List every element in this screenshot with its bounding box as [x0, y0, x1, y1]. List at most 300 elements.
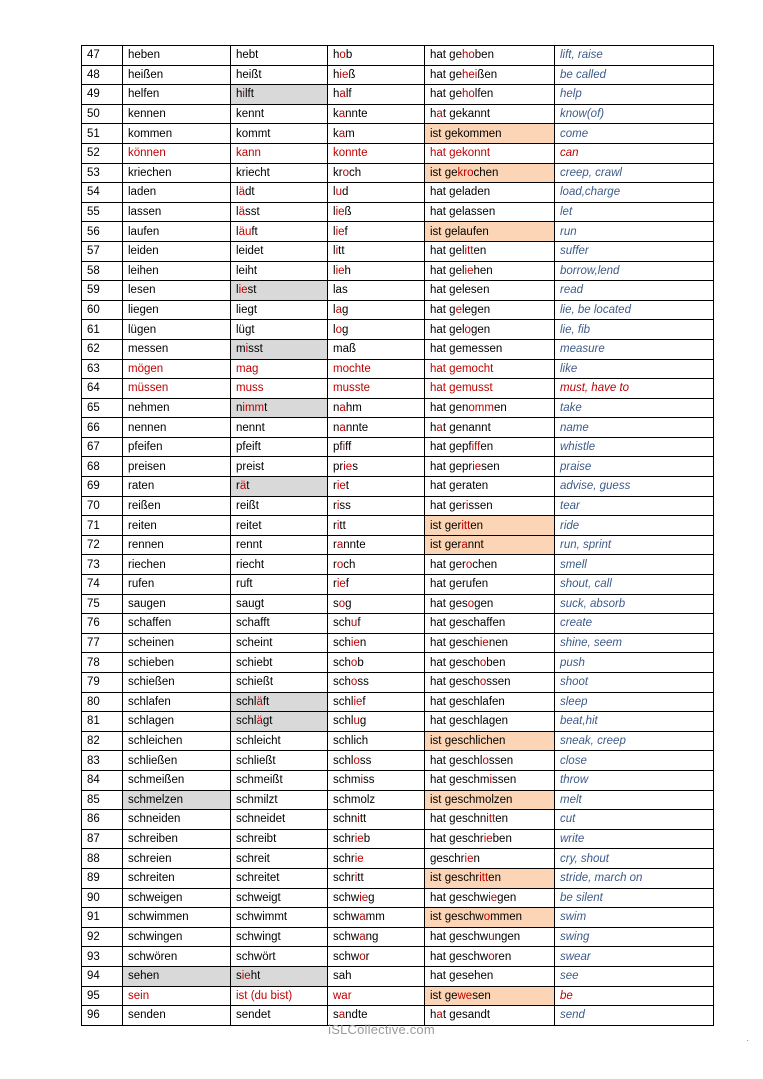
cell-preterite: schlug — [328, 712, 425, 732]
table-row — [82, 535, 714, 555]
cell-preterite: schwamm — [328, 908, 425, 928]
cell-infinitive: kommen — [123, 124, 231, 144]
cell-infinitive: lassen — [123, 202, 231, 222]
cell-perfect: hat gesogen — [425, 594, 555, 614]
table-row — [82, 143, 714, 163]
cell-preterite: schob — [328, 653, 425, 673]
cell-perfect: hat gepriesen — [425, 457, 555, 477]
cell-number: 86 — [82, 810, 123, 830]
table-row — [82, 65, 714, 85]
cell-meaning: throw — [555, 770, 714, 790]
cell-present: schließt — [231, 751, 328, 771]
cell-number: 52 — [82, 143, 123, 163]
table-row — [82, 320, 714, 340]
cell-perfect: hat gelesen — [425, 281, 555, 301]
table-row — [82, 633, 714, 653]
cell-preterite: ritt — [328, 516, 425, 536]
cell-meaning: see — [555, 966, 714, 986]
cell-infinitive: messen — [123, 339, 231, 359]
cell-preterite: schwieg — [328, 888, 425, 908]
cell-meaning: creep, crawl — [555, 163, 714, 183]
cell-meaning: tear — [555, 496, 714, 516]
cell-present: liegt — [231, 300, 328, 320]
cell-perfect: hat geschaffen — [425, 614, 555, 634]
cell-perfect: ist gekommen — [425, 124, 555, 144]
cell-meaning: measure — [555, 339, 714, 359]
cell-preterite: rief — [328, 575, 425, 595]
cell-meaning: come — [555, 124, 714, 144]
cell-number: 47 — [82, 46, 123, 66]
cell-present: schreibt — [231, 829, 328, 849]
table-row — [82, 594, 714, 614]
cell-preterite: schrie — [328, 849, 425, 869]
cell-preterite: konnte — [328, 143, 425, 163]
table-row — [82, 398, 714, 418]
cell-present: muss — [231, 379, 328, 399]
cell-preterite: pries — [328, 457, 425, 477]
cell-present: reitet — [231, 516, 328, 536]
table-row — [82, 124, 714, 144]
cell-number: 50 — [82, 104, 123, 124]
cell-infinitive: leihen — [123, 261, 231, 281]
cell-number: 70 — [82, 496, 123, 516]
table-row — [82, 908, 714, 928]
cell-present: saugt — [231, 594, 328, 614]
cell-perfect: hat gekannt — [425, 104, 555, 124]
cell-perfect: hat geladen — [425, 183, 555, 203]
cell-infinitive: rennen — [123, 535, 231, 555]
cell-preterite: schlich — [328, 731, 425, 751]
cell-number: 90 — [82, 888, 123, 908]
cell-preterite: hob — [328, 46, 425, 66]
table-row — [82, 379, 714, 399]
cell-perfect: hat gepfiffen — [425, 437, 555, 457]
cell-number: 59 — [82, 281, 123, 301]
cell-meaning: smell — [555, 555, 714, 575]
cell-infinitive: riechen — [123, 555, 231, 575]
cell-present: nimmt — [231, 398, 328, 418]
cell-perfect: ist geschwommen — [425, 908, 555, 928]
cell-preterite: schlief — [328, 692, 425, 712]
cell-meaning: beat,hit — [555, 712, 714, 732]
cell-perfect: hat geheißen — [425, 65, 555, 85]
cell-present: liest — [231, 281, 328, 301]
cell-infinitive: nehmen — [123, 398, 231, 418]
cell-present: kennt — [231, 104, 328, 124]
cell-number: 66 — [82, 418, 123, 438]
cell-preterite: kroch — [328, 163, 425, 183]
table-row — [82, 575, 714, 595]
cell-infinitive: raten — [123, 477, 231, 497]
cell-meaning: cry, shout — [555, 849, 714, 869]
cell-present: sieht — [231, 966, 328, 986]
cell-meaning: create — [555, 614, 714, 634]
cell-preterite: schrieb — [328, 829, 425, 849]
cell-meaning: shine, seem — [555, 633, 714, 653]
cell-perfect: hat gesandt — [425, 1006, 555, 1026]
table-row — [82, 261, 714, 281]
cell-meaning: suffer — [555, 241, 714, 261]
cell-preterite: schwor — [328, 947, 425, 967]
cell-number: 84 — [82, 770, 123, 790]
cell-meaning: be called — [555, 65, 714, 85]
cell-infinitive: laufen — [123, 222, 231, 242]
cell-number: 83 — [82, 751, 123, 771]
cell-number: 88 — [82, 849, 123, 869]
table-row — [82, 339, 714, 359]
cell-number: 57 — [82, 241, 123, 261]
cell-number: 72 — [82, 535, 123, 555]
cell-present: lügt — [231, 320, 328, 340]
cell-meaning: be silent — [555, 888, 714, 908]
cell-infinitive: kennen — [123, 104, 231, 124]
cell-meaning: shout, call — [555, 575, 714, 595]
cell-infinitive: schneiden — [123, 810, 231, 830]
cell-number: 77 — [82, 633, 123, 653]
cell-present: kriecht — [231, 163, 328, 183]
table-row — [82, 202, 714, 222]
irregular-verbs-table — [81, 45, 714, 1026]
table-row — [82, 849, 714, 869]
cell-number: 79 — [82, 673, 123, 693]
cell-infinitive: helfen — [123, 85, 231, 105]
cell-meaning: praise — [555, 457, 714, 477]
cell-number: 80 — [82, 692, 123, 712]
watermark: iSLCollective.com — [328, 1022, 435, 1037]
cell-present: leiht — [231, 261, 328, 281]
cell-meaning: swear — [555, 947, 714, 967]
table-row — [82, 300, 714, 320]
table-row — [82, 183, 714, 203]
cell-perfect: ist gekrochen — [425, 163, 555, 183]
cell-present: schreitet — [231, 868, 328, 888]
cell-preterite: pfiff — [328, 437, 425, 457]
cell-preterite: schloss — [328, 751, 425, 771]
cell-perfect: hat geschworen — [425, 947, 555, 967]
cell-perfect: hat gemessen — [425, 339, 555, 359]
table-row — [82, 868, 714, 888]
table-row — [82, 85, 714, 105]
table-row — [82, 477, 714, 497]
cell-meaning: shoot — [555, 673, 714, 693]
cell-perfect: ist geritten — [425, 516, 555, 536]
table-row — [82, 986, 714, 1006]
cell-infinitive: schweigen — [123, 888, 231, 908]
table-body — [82, 46, 714, 1026]
cell-infinitive: schleichen — [123, 731, 231, 751]
table-row — [82, 163, 714, 183]
cell-present: nennt — [231, 418, 328, 438]
cell-perfect: hat geholfen — [425, 85, 555, 105]
cell-infinitive: schmeißen — [123, 770, 231, 790]
cell-preterite: kannte — [328, 104, 425, 124]
cell-infinitive: müssen — [123, 379, 231, 399]
cell-infinitive: senden — [123, 1006, 231, 1026]
cell-present: lädt — [231, 183, 328, 203]
cell-present: hilft — [231, 85, 328, 105]
cell-meaning: name — [555, 418, 714, 438]
cell-infinitive: reißen — [123, 496, 231, 516]
cell-preterite: las — [328, 281, 425, 301]
cell-present: schwört — [231, 947, 328, 967]
cell-perfect: hat gerochen — [425, 555, 555, 575]
table-row — [82, 751, 714, 771]
cell-infinitive: können — [123, 143, 231, 163]
cell-number: 96 — [82, 1006, 123, 1026]
cell-preterite: schmolz — [328, 790, 425, 810]
cell-present: schleicht — [231, 731, 328, 751]
cell-infinitive: schwimmen — [123, 908, 231, 928]
cell-meaning: let — [555, 202, 714, 222]
cell-perfect: hat gelegen — [425, 300, 555, 320]
cell-infinitive: scheinen — [123, 633, 231, 653]
cell-meaning: push — [555, 653, 714, 673]
cell-meaning: load,charge — [555, 183, 714, 203]
cell-number: 68 — [82, 457, 123, 477]
cell-present: misst — [231, 339, 328, 359]
cell-meaning: swim — [555, 908, 714, 928]
cell-meaning: run — [555, 222, 714, 242]
cell-preterite: half — [328, 85, 425, 105]
cell-infinitive: schießen — [123, 673, 231, 693]
cell-preterite: mochte — [328, 359, 425, 379]
table-row — [82, 653, 714, 673]
cell-preterite: nannte — [328, 418, 425, 438]
cell-present: schwingt — [231, 927, 328, 947]
cell-preterite: hieß — [328, 65, 425, 85]
table-row — [82, 46, 714, 66]
table-row — [82, 790, 714, 810]
cell-perfect: hat geschmissen — [425, 770, 555, 790]
cell-preterite: sah — [328, 966, 425, 986]
table-row — [82, 712, 714, 732]
cell-present: rät — [231, 477, 328, 497]
cell-number: 91 — [82, 908, 123, 928]
cell-present: ist (du bist) — [231, 986, 328, 1006]
cell-preterite: kam — [328, 124, 425, 144]
cell-perfect: hat gemusst — [425, 379, 555, 399]
cell-meaning: send — [555, 1006, 714, 1026]
cell-number: 64 — [82, 379, 123, 399]
cell-present: rennt — [231, 535, 328, 555]
cell-present: schreit — [231, 849, 328, 869]
cell-infinitive: schmelzen — [123, 790, 231, 810]
cell-preterite: lieh — [328, 261, 425, 281]
cell-perfect: hat geschwungen — [425, 927, 555, 947]
cell-preterite: sandte — [328, 1006, 425, 1026]
table-row — [82, 457, 714, 477]
cell-number: 58 — [82, 261, 123, 281]
cell-present: schmeißt — [231, 770, 328, 790]
table-row — [82, 731, 714, 751]
cell-infinitive: schreien — [123, 849, 231, 869]
cell-perfect: hat genommen — [425, 398, 555, 418]
table-row — [82, 947, 714, 967]
cell-meaning: whistle — [555, 437, 714, 457]
cell-meaning: be — [555, 986, 714, 1006]
table-row — [82, 770, 714, 790]
cell-perfect: hat gelogen — [425, 320, 555, 340]
cell-present: schiebt — [231, 653, 328, 673]
table-row — [82, 927, 714, 947]
cell-perfect: hat geliehen — [425, 261, 555, 281]
cell-present: schafft — [231, 614, 328, 634]
cell-present: mag — [231, 359, 328, 379]
cell-number: 82 — [82, 731, 123, 751]
cell-number: 87 — [82, 829, 123, 849]
cell-preterite: schien — [328, 633, 425, 653]
cell-number: 75 — [82, 594, 123, 614]
table-row — [82, 418, 714, 438]
cell-infinitive: leiden — [123, 241, 231, 261]
cell-present: schießt — [231, 673, 328, 693]
cell-meaning: help — [555, 85, 714, 105]
cell-infinitive: schließen — [123, 751, 231, 771]
cell-meaning: take — [555, 398, 714, 418]
cell-meaning: sleep — [555, 692, 714, 712]
table-row — [82, 614, 714, 634]
cell-infinitive: schlagen — [123, 712, 231, 732]
table-row — [82, 359, 714, 379]
cell-meaning: know(of) — [555, 104, 714, 124]
corner-mark: . — [746, 1033, 749, 1043]
cell-present: hebt — [231, 46, 328, 66]
cell-infinitive: rufen — [123, 575, 231, 595]
cell-number: 53 — [82, 163, 123, 183]
table-row — [82, 692, 714, 712]
cell-present: schmilzt — [231, 790, 328, 810]
cell-preterite: schwang — [328, 927, 425, 947]
cell-perfect: hat geschrieben — [425, 829, 555, 849]
cell-number: 76 — [82, 614, 123, 634]
cell-meaning: advise, guess — [555, 477, 714, 497]
cell-present: schläft — [231, 692, 328, 712]
table-row — [82, 888, 714, 908]
cell-meaning: like — [555, 359, 714, 379]
cell-number: 89 — [82, 868, 123, 888]
cell-number: 74 — [82, 575, 123, 595]
cell-infinitive: laden — [123, 183, 231, 203]
cell-present: schwimmt — [231, 908, 328, 928]
cell-present: ruft — [231, 575, 328, 595]
cell-perfect: ist geschlichen — [425, 731, 555, 751]
table-row — [82, 496, 714, 516]
cell-perfect: hat gelassen — [425, 202, 555, 222]
table-row — [82, 516, 714, 536]
cell-meaning: suck, absorb — [555, 594, 714, 614]
cell-infinitive: nennen — [123, 418, 231, 438]
cell-perfect: hat gekonnt — [425, 143, 555, 163]
cell-number: 94 — [82, 966, 123, 986]
cell-infinitive: schieben — [123, 653, 231, 673]
cell-meaning: lift, raise — [555, 46, 714, 66]
cell-meaning: close — [555, 751, 714, 771]
cell-infinitive: sehen — [123, 966, 231, 986]
cell-present: läuft — [231, 222, 328, 242]
cell-infinitive: lügen — [123, 320, 231, 340]
cell-perfect: hat geschlossen — [425, 751, 555, 771]
cell-infinitive: schlafen — [123, 692, 231, 712]
cell-present: reißt — [231, 496, 328, 516]
cell-infinitive: sein — [123, 986, 231, 1006]
cell-number: 51 — [82, 124, 123, 144]
table-row — [82, 437, 714, 457]
cell-number: 71 — [82, 516, 123, 536]
cell-infinitive: preisen — [123, 457, 231, 477]
cell-perfect: ist geschritten — [425, 868, 555, 888]
cell-infinitive: kriechen — [123, 163, 231, 183]
cell-meaning: sneak, creep — [555, 731, 714, 751]
cell-meaning: run, sprint — [555, 535, 714, 555]
cell-present: schneidet — [231, 810, 328, 830]
cell-preterite: nahm — [328, 398, 425, 418]
cell-preterite: log — [328, 320, 425, 340]
table-row — [82, 222, 714, 242]
cell-number: 69 — [82, 477, 123, 497]
cell-infinitive: schwingen — [123, 927, 231, 947]
table-row — [82, 966, 714, 986]
cell-preterite: sog — [328, 594, 425, 614]
cell-perfect: ist geschmolzen — [425, 790, 555, 810]
cell-present: kommt — [231, 124, 328, 144]
table-row — [82, 810, 714, 830]
cell-preterite: riet — [328, 477, 425, 497]
cell-number: 81 — [82, 712, 123, 732]
cell-number: 48 — [82, 65, 123, 85]
table-row — [82, 555, 714, 575]
cell-infinitive: saugen — [123, 594, 231, 614]
cell-number: 65 — [82, 398, 123, 418]
table-row — [82, 104, 714, 124]
cell-perfect: hat gesehen — [425, 966, 555, 986]
cell-perfect: hat gerissen — [425, 496, 555, 516]
cell-present: kann — [231, 143, 328, 163]
cell-infinitive: schreiten — [123, 868, 231, 888]
cell-infinitive: liegen — [123, 300, 231, 320]
cell-perfect: hat gelitten — [425, 241, 555, 261]
cell-present: scheint — [231, 633, 328, 653]
cell-meaning: lie, fib — [555, 320, 714, 340]
cell-perfect: hat gemocht — [425, 359, 555, 379]
cell-present: heißt — [231, 65, 328, 85]
cell-preterite: lag — [328, 300, 425, 320]
cell-meaning: swing — [555, 927, 714, 947]
cell-perfect: hat geschwiegen — [425, 888, 555, 908]
cell-present: schlägt — [231, 712, 328, 732]
cell-meaning: stride, march on — [555, 868, 714, 888]
cell-preterite: schmiss — [328, 770, 425, 790]
cell-number: 62 — [82, 339, 123, 359]
cell-perfect: hat geschlagen — [425, 712, 555, 732]
table-row — [82, 281, 714, 301]
cell-infinitive: schreiben — [123, 829, 231, 849]
cell-number: 85 — [82, 790, 123, 810]
cell-present: preist — [231, 457, 328, 477]
cell-number: 92 — [82, 927, 123, 947]
cell-infinitive: heißen — [123, 65, 231, 85]
cell-number: 49 — [82, 85, 123, 105]
cell-preterite: lief — [328, 222, 425, 242]
cell-perfect: hat geschnitten — [425, 810, 555, 830]
cell-perfect: hat gehoben — [425, 46, 555, 66]
table-row — [82, 241, 714, 261]
cell-meaning: write — [555, 829, 714, 849]
cell-infinitive: mögen — [123, 359, 231, 379]
cell-present: pfeift — [231, 437, 328, 457]
table-row — [82, 673, 714, 693]
cell-preterite: maß — [328, 339, 425, 359]
cell-infinitive: schwören — [123, 947, 231, 967]
